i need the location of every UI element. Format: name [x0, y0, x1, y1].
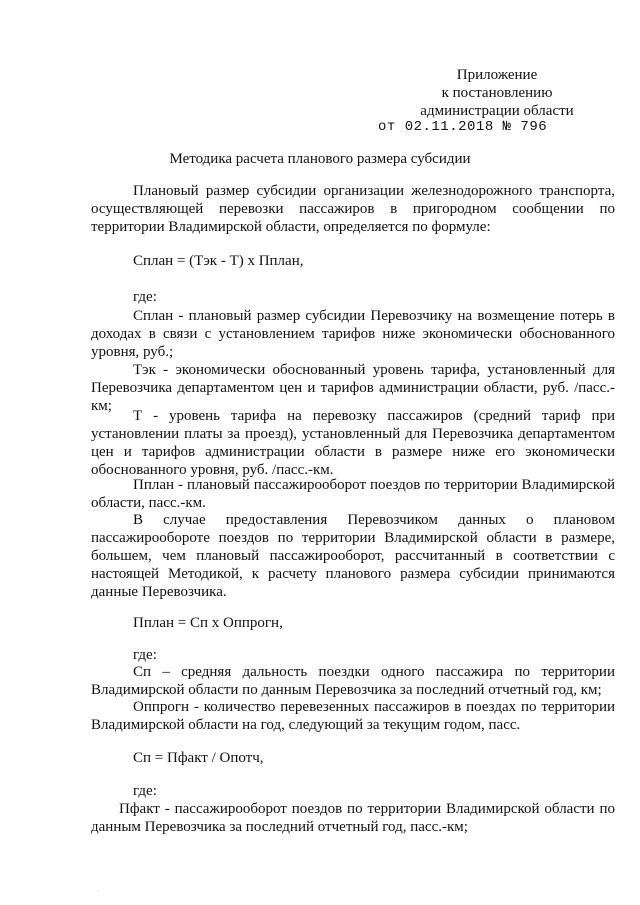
header-line-administration: администрации области	[420, 103, 574, 119]
scan-speck: ·	[97, 887, 100, 896]
where-label-1: где:	[133, 289, 157, 305]
intro-paragraph: Плановый размер субсидии организации железнодорожного транспорта, осуществляющей перевозки пассажиров в пригородном сообщении по территории Владимирской области, определяется по формуле:	[91, 183, 615, 235]
definition-sp: Сп – средняя дальность поездки одного пассажира по территории Владимирской области по данным Перевозчика за последний отчетный год, км;	[91, 664, 615, 698]
formula-splan: Сплан = (Тэк - Т) x Пплан,	[133, 253, 304, 269]
definition-pplan: Пплан - плановый пассажирооборот поездов по территории Владимирской области, пасс.-км.	[91, 477, 615, 511]
document-title: Методика расчета планового размера субсидии	[169, 151, 471, 167]
document-date-number: от 02.11.2018 № 796	[378, 119, 548, 135]
definition-opprogn: Оппрогн - количество перевезенных пассажиров в поездах по территории Владимирской области на год, следующий за текущим годом, пасс.	[91, 699, 615, 733]
header-line-appendix: Приложение	[456, 67, 538, 83]
where-label-2: где:	[133, 647, 157, 663]
header-line-resolution: к постановлению	[441, 85, 553, 101]
formula-pplan: Пплан = Сп x Оппрогн,	[133, 615, 283, 631]
definition-splan: Сплан - плановый размер субсидии Перевозчику на возмещение потерь в доходах в связи с установлением тарифов ниже экономически обоснованного уровня, руб.;	[91, 308, 615, 360]
definition-pfakt: Пфакт - пассажирооборот поездов по территории Владимирской области по данным Перевозчика за последний отчетный год, пасс.-км;	[91, 801, 615, 835]
where-label-3: где:	[133, 783, 157, 799]
formula-sp: Сп = Пфакт / Опотч,	[133, 750, 264, 766]
definition-t: Т - уровень тарифа на перевозку пассажиров (средний тариф при установлении платы за проезд), установленный для Перевозчика департаментом цен и тарифов администрации области в размере ниже его экономически обоснованного уровня, руб. /пасс.-км.	[91, 408, 615, 478]
definition-tek: Тэк - экономически обоснованный уровень тарифа, установленный для Перевозчика департаментом цен и тарифов администрации области, руб. /пасс.-км;	[91, 362, 615, 414]
note-paragraph: В случае предоставления Перевозчиком данных о плановом пассажирообороте поездов по территории Владимирской области в размере, большем, чем плановый пассажирооборот, рассчитанный в соответствии с настоящей Методикой, к расчету планового размера субсидии принимаются данные Перевозчика.	[91, 512, 615, 600]
approval-header	[412, 66, 582, 120]
